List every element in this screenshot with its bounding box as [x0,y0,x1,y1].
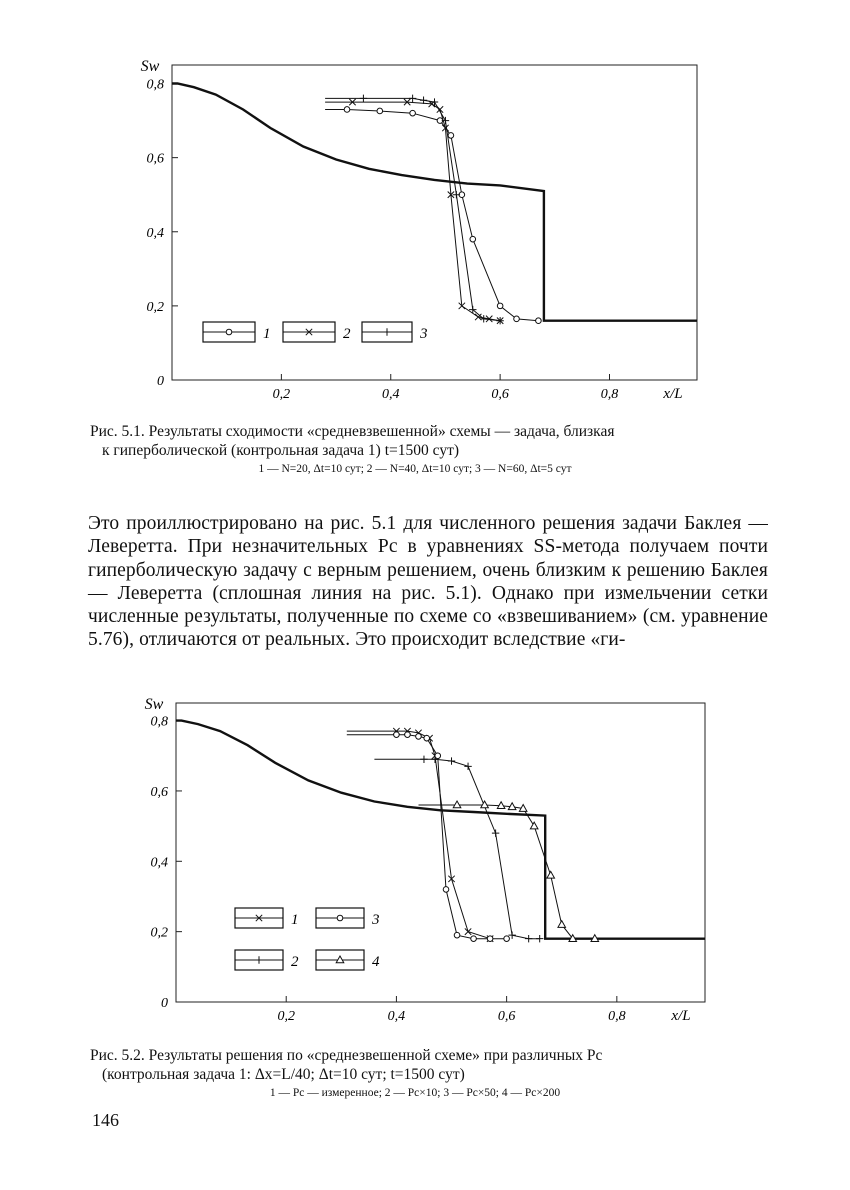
y-tick-label: 0,8 [150,714,168,730]
legend-label: 1 [263,326,271,342]
data-point [514,316,520,322]
data-point [454,932,460,938]
legend-item-3 [362,322,428,342]
series-line [325,110,538,321]
data-point [410,110,416,116]
series-2 [325,99,503,324]
figure-5-2-caption [90,1046,770,1102]
series-3 [325,95,504,325]
data-point [424,735,430,741]
x-tick-label: 0,8 [608,1009,626,1024]
body-paragraph: Это проиллюстрировано на рис. 5.1 для численного решения задачи Баклея — Леверетта. При незначительных Pc в уравнениях SS-метода получаем почти гиперболическую задачу с верным решением, очень близким к решению Баклея — Леверетта (сплошная линия на рис. 5.1). Однако при измельчении сетки численные результаты, полученные по схеме со «взвешиванием» (см. уравнение 5.76), отличаются от реальных. Это происходит вследствие «ги- [88,513,768,651]
series-1 [325,107,541,324]
series-3 [347,732,510,942]
data-point [547,871,555,878]
solid-curve [176,721,705,939]
y-axis-label: Sw [140,58,160,75]
x-tick-label: 0,6 [497,1009,516,1024]
y-tick-label: 0 [161,996,168,1011]
data-point [504,936,510,942]
caption-line: (контрольная задача 1: Δx=L/40; Δt=10 сут; t=1500 сут) [102,1066,465,1083]
data-point [337,915,343,921]
data-point [416,734,422,740]
caption-line: Рис. 5.1. Результаты сходимости «средневзвешенной» схемы — задача, близкая [90,423,615,440]
y-tick-label: 0,6 [146,151,164,167]
x-axis-label: x/L [663,386,683,402]
y-tick-label: 0,4 [146,225,164,241]
y-tick-label: 0,2 [150,925,168,941]
data-point [481,801,489,808]
data-point [492,829,499,836]
y-tick-label: 0,8 [146,77,164,93]
legend-item-2 [235,950,299,970]
data-point [435,753,441,759]
data-point [420,756,427,763]
series-line [325,102,500,321]
legend-item-1 [235,908,299,928]
legend-item-3 [316,908,380,928]
legend-label: 1 [291,912,299,928]
data-point [471,936,477,942]
data-point [536,935,543,942]
x-axis-label: x/L [671,1008,691,1024]
caption-legend: 1 — Pc — измеренное; 2 — Pc×10; 3 — Pc×50; 4 — Pc×200 [269,1087,561,1099]
data-point [394,732,400,738]
data-point [377,108,383,114]
legend-label: 3 [420,326,428,342]
data-point [487,936,493,942]
series-2 [374,756,543,943]
x-tick-label: 0,4 [387,1009,406,1024]
series-1 [347,728,493,942]
figure-5-1-chart [0,55,850,410]
legend-label: 4 [372,954,380,970]
figure-5-2-chart [0,688,850,1038]
y-tick-label: 0 [157,374,164,389]
y-axis-label: Sw [144,696,164,713]
data-point [448,133,454,139]
series-line [347,731,490,939]
data-point [525,935,532,942]
data-point [536,318,542,324]
data-point [409,95,416,102]
series-4 [419,801,599,941]
y-tick-label: 0,2 [146,299,164,315]
x-tick-label: 0,8 [600,387,619,402]
data-point [530,822,538,829]
y-tick-label: 0,4 [150,855,168,871]
data-point [448,757,455,764]
data-point [497,303,503,309]
page-number: 146 [92,1110,119,1130]
x-tick-label: 0,2 [277,1009,295,1024]
figure-5-1-caption [90,422,770,478]
legend-item-1 [203,322,271,342]
data-point [405,732,411,738]
caption-line: к гиперболической (контрольная задача 1) t=1500 сут) [102,442,460,459]
legend-label: 2 [343,326,351,342]
x-tick-label: 0,4 [382,387,400,402]
legend-label: 2 [291,954,299,970]
x-tick-label: 0,2 [272,387,291,402]
x-tick-label: 0,6 [491,387,509,402]
data-point [464,763,471,770]
data-point [558,921,566,928]
data-point [360,95,367,102]
legend-label: 3 [372,912,380,928]
series-line [347,735,507,939]
data-point [453,801,461,808]
data-point [470,236,476,242]
legend-item-2 [283,322,351,342]
data-point [344,107,350,113]
legend-item-4 [316,950,380,970]
data-point [465,928,471,934]
data-point [226,329,232,335]
data-point [443,887,449,893]
series-line [325,98,500,320]
series-line [374,759,539,938]
y-tick-label: 0,6 [150,784,168,800]
caption-legend: 1 — N=20, Δt=10 сут; 2 — N=40, Δt=10 сут; 3 — N=60, Δt=5 сут [258,463,572,475]
caption-line: Рис. 5.2. Результаты решения по «среднезвешенной схеме» при различных Pc [90,1047,603,1064]
